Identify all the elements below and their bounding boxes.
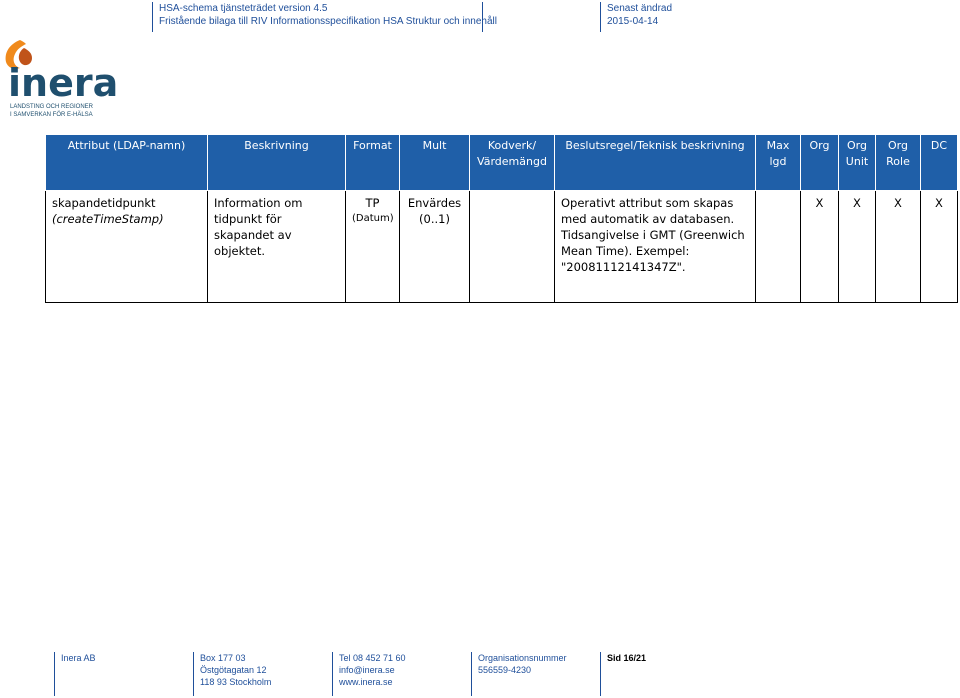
attribute-name: skapandetidpunkt [52,196,156,210]
footer-contact: Tel 08 452 71 60 info@inera.se www.inera.se [332,652,406,696]
cell-description: Information om tidpunkt för skapandet av objektet. [208,191,346,303]
document-subtitle: Fristående bilaga till RIV Informationsspecifikation HSA Struktur och innehåll [159,16,497,27]
col-dc: DC [921,135,958,191]
page-number: Sid 16/21 [600,652,646,696]
cell-format: TP (Datum) [346,191,400,303]
change-info [600,2,672,32]
cell-max-length [756,191,801,303]
footer-address: Box 177 03 Östgötagatan 12 118 93 Stockholm [193,652,271,696]
cell-org: X [801,191,839,303]
cell-dc: X [921,191,958,303]
footer-company: Inera AB [54,652,96,696]
inera-logo [2,38,119,122]
col-org-role: Org Role [876,135,921,191]
logo-tagline-2: I SAMVERKAN FÖR E-HÄLSA [10,112,93,118]
col-rule: Beslutsregel/Teknisk beskrivning [555,135,756,191]
changed-date: 2015-04-14 [607,16,659,27]
col-format: Format [346,135,400,191]
cell-org-role: X [876,191,921,303]
cell-mult: Envärdes (0..1) [400,191,470,303]
cell-codes [470,191,555,303]
cell-attribute [46,191,208,303]
col-attribute: Attribut (LDAP-namn) [46,135,208,191]
attribute-table [45,134,958,303]
logo-wordmark: inera [8,61,119,105]
ldap-name: (createTimeStamp) [52,212,164,226]
table-header-row [46,135,958,191]
footer-org-number: Organisationsnummer 556559-4230 [471,652,567,696]
col-codes: Kodverk/ Värdemängd [470,135,555,191]
logo-tagline-1: LANDSTING OCH REGIONER [10,104,94,110]
cell-rule: Operativt attribut som skapas med automatik av databasen. Tidsangivelse i GMT (Greenwich Mean Time). Exempel: "20081112141347Z". [555,191,756,303]
header-divider [482,2,483,32]
cell-org-unit: X [839,191,876,303]
col-max-length: Max lgd [756,135,801,191]
document-title: HSA-schema tjänsteträdet version 4.5 [159,3,328,14]
page-footer [0,652,960,698]
col-org: Org [801,135,839,191]
table-row [46,191,958,303]
col-org-unit: Org Unit [839,135,876,191]
changed-label: Senast ändrad [607,3,673,14]
document-header [152,2,497,32]
col-description: Beskrivning [208,135,346,191]
col-mult: Mult [400,135,470,191]
